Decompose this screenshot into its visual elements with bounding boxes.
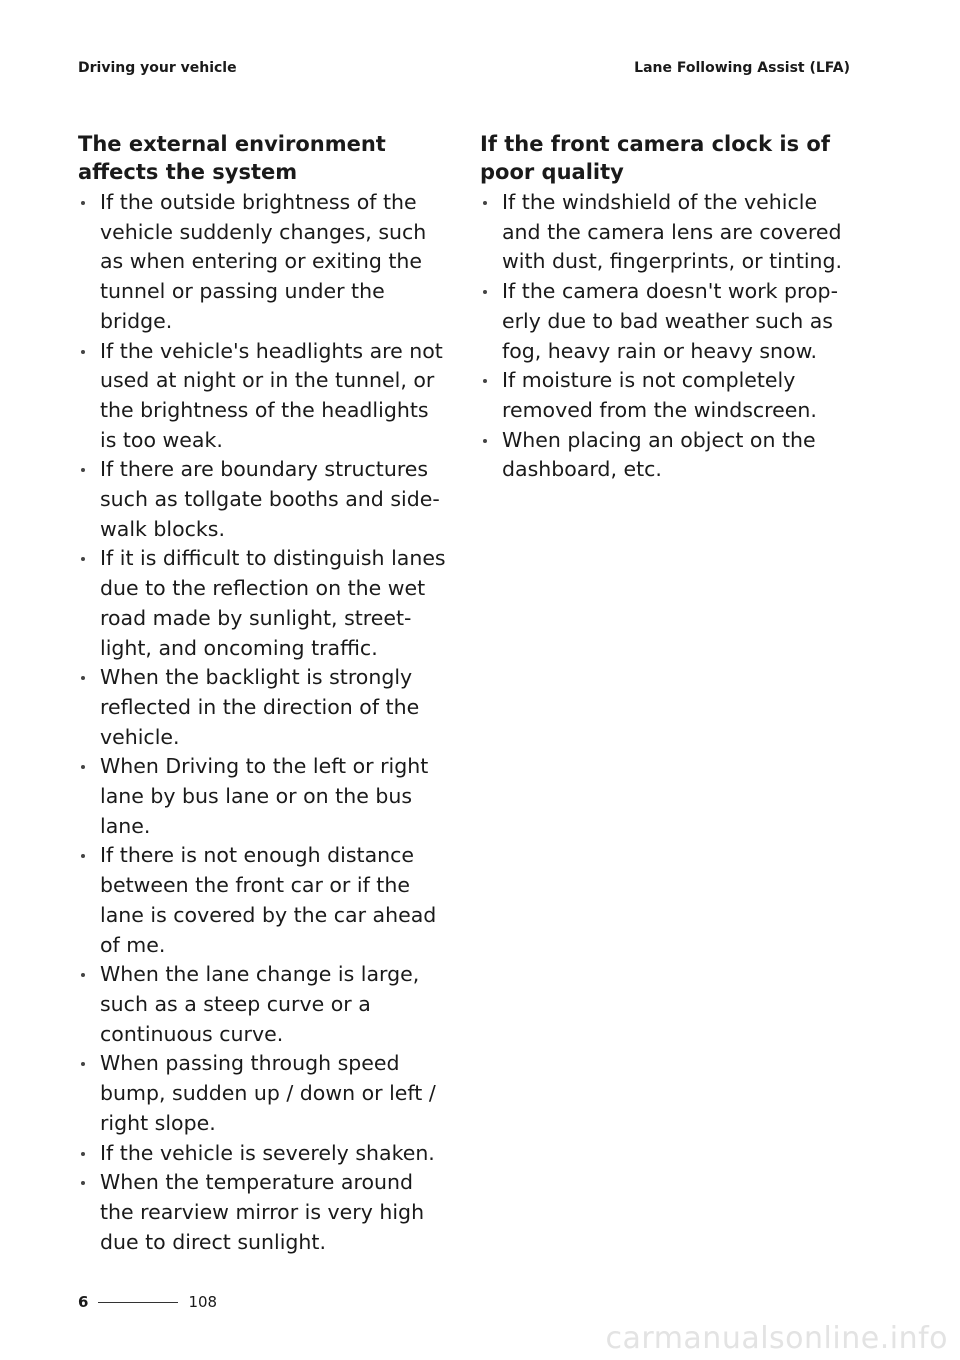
list-item: If the camera doesn't work properly due to bad weather such as fog, heavy rain or heavy snow. [480, 277, 850, 366]
page-footer [78, 1293, 217, 1311]
list-item: If moisture is not completely removed from the windscreen. [480, 366, 850, 425]
running-header-chapter: Driving your vehicle [78, 60, 237, 76]
list-item: If there are boundary structures such as tollgate booths and sidewalk blocks. [78, 455, 448, 544]
chapter-number: 6 [78, 1293, 89, 1311]
footer-divider [98, 1302, 178, 1303]
right-column [480, 130, 850, 485]
list-item: If the vehicle is severely shaken. [78, 1139, 448, 1169]
list-item: When the lane change is large, such as a steep curve or a continuous curve. [78, 960, 448, 1049]
page-number: 108 [188, 1293, 218, 1311]
list-item: When passing through speed bump, sudden up / down or left / right slope. [78, 1049, 448, 1138]
section-title-external-environment: The external environment affects the system [78, 132, 386, 184]
section-title-front-camera: If the front camera clock is of poor quality [480, 132, 830, 184]
list-item: If there is not enough distance between the front car or if the lane is covered by the car ahead of me. [78, 841, 448, 960]
list-item: When Driving to the left or right lane by bus lane or on the bus lane. [78, 752, 448, 841]
watermark: carmanualsonline.info [605, 1321, 948, 1356]
list-item: When the temperature around the rearview mirror is very high due to direct sunlight. [78, 1168, 448, 1257]
list-item: When the backlight is strongly reflected in the direction of the vehicle. [78, 663, 448, 752]
list-item: If the outside brightness of the vehicle suddenly changes, such as when entering or exiting the tunnel or passing under the bridge. [78, 188, 448, 337]
list-item: If the vehicle's headlights are not used at night or in the tunnel, or the brightness of the headlights is too weak. [78, 337, 448, 456]
list-item: If it is difficult to distinguish lanes due to the reflection on the wet road made by sunlight, streetlight, and oncoming traffic. [78, 544, 448, 663]
bullet-list-external-environment [78, 188, 448, 1257]
left-column [78, 130, 448, 1257]
running-header-section: Lane Following Assist (LFA) [634, 60, 850, 76]
list-item: When placing an object on the dashboard, etc. [480, 426, 850, 485]
list-item: If the windshield of the vehicle and the camera lens are covered with dust, fingerprints, or tinting. [480, 188, 850, 277]
bullet-list-front-camera [480, 188, 850, 485]
